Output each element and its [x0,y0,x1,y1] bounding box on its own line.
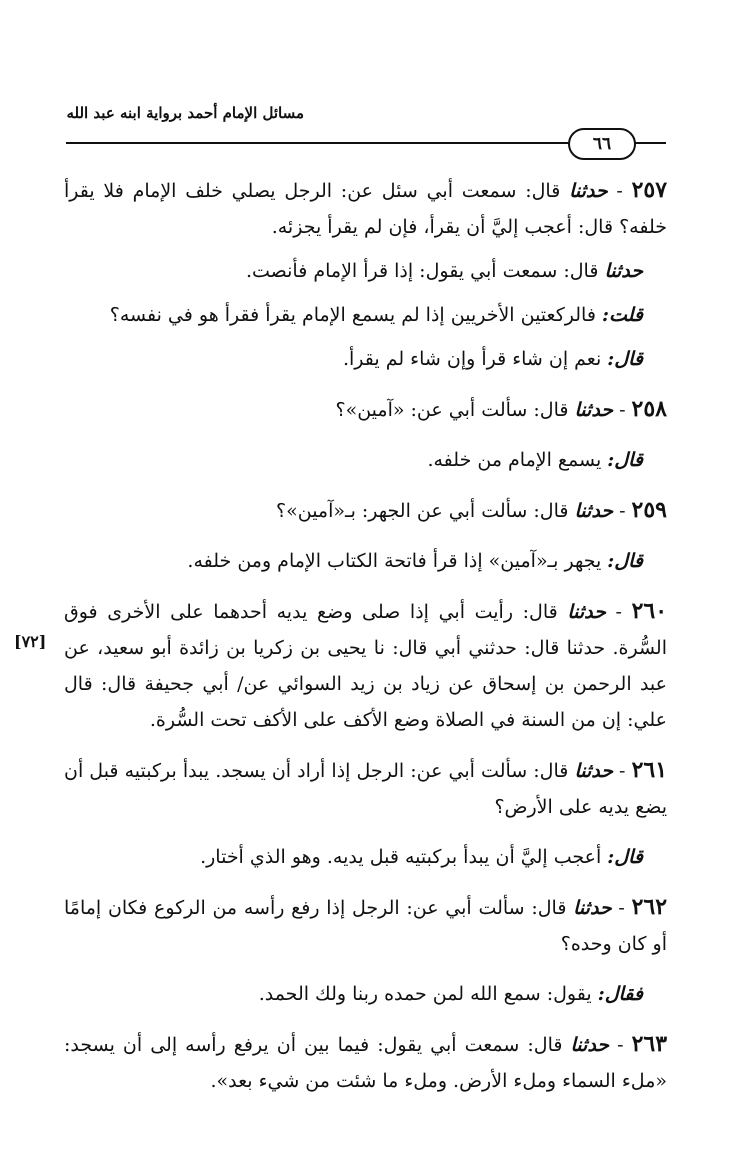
margin-page-reference: [٧٢] [14,632,47,651]
entry-keyword: قال: [607,449,643,471]
entry-number: ٢٦٢ [631,894,668,920]
entry-number: ٢٦٣ [631,1031,668,1057]
entry-text: أعجب إليَّ أن يبدأ بركبتيه قبل يديه. وهو الذي أختار. [200,846,608,868]
entry-257: ٢٥٧ - حدثنا قال: سمعت أبي سئل عن: الرجل يصلي خلف الإمام فلا يقرأ خلفه؟ قال: أعجب إليَّ أن يقرأ، فإن لم يقرأ يجزئه. [64,177,668,238]
entry-260: ٢٦٠ - حدثنا قال: رأيت أبي إذا صلى وضع يديه أحدهما على الأخرى فوق السُّرة. حدثنا قال: حدثني أبي قال: نا يحيى بن زكريا بن زائدة أبو سعيد، عن عبد الرحمن بن إسحاق عن زياد بن زيد السوائي عن/ أبي جحيفة قال: قال علي: إن من السنة في الصلاة وضع الأكف على الأكف تحت السُّرة. [64,598,668,731]
entry-number: ٢٥٩ [631,497,667,523]
entry-text: قال: رأيت أبي إذا صلى وضع يديه أحدهما على الأخرى فوق السُّرة. حدثنا قال: حدثني أبي قال: نا يحيى بن زكريا بن زائدة أبو سعيد، عن عبد الرحمن بن إسحاق عن زياد بن زيد السوائي عن/ أبي جحيفة قال: قال علي: إن من السنة في الصلاة وضع الأكف على الأكف تحت السُّرة. [64,601,667,731]
entry-text: يجهر بـ«آمين» إذا قرأ فاتحة الكتاب الإمام ومن خلفه. [187,550,608,572]
entry-258-b [64,442,667,478]
entry-261: ٢٦١ - حدثنا قال: سألت أبي عن: الرجل إذا أراد أن يسجد. يبدأ بركبتيه قبل أن يضع يديه على الأرض؟ [64,757,668,818]
entry-text: قال: سمعت أبي يقول: فيما بين أن يرفع رأسه إلى أن يسجد: «ملء السماء وملء الأرض. وملء ما شئت من شيء بعد». [64,1034,667,1092]
entry-257-b [64,253,667,289]
entry-262: ٢٦٢ - حدثنا قال: سألت أبي عن: الرجل إذا رفع رأسه من الركوع فكان إمامًا أو كان وحده؟ [64,894,668,955]
entry-text: قال: سمعت أبي يقول: إذا قرأ الإمام فأنصت. [245,260,605,282]
entry-number: ٢٦١ [631,757,668,783]
entry-keyword: حدثنا [604,260,643,282]
entry-258: ٢٥٨ - حدثنا قال: سألت أبي عن: «آمين»؟ [335,396,667,422]
entry-number: ٢٥٨ [631,396,667,422]
entry-number: ٢٦٠ [631,598,668,624]
entry-text: يسمع الإمام من خلفه. [427,449,608,471]
entry-keyword: حدثنا [573,897,612,919]
entry-263: ٢٦٣ - حدثنا قال: سمعت أبي يقول: فيما بين أن يرفع رأسه إلى أن يسجد: «ملء السماء وملء الأرض. وملء ما شئت من شيء بعد». [64,1031,668,1092]
entry-keyword: حدثنا [567,601,606,623]
entry-text: قال: سألت أبي عن الجهر: بـ«آمين»؟ [276,500,575,522]
entry-text: قال: سألت أبي عن: «آمين»؟ [335,399,575,421]
text-body [64,172,667,1107]
entry-number: ٢٥٧ [631,177,668,203]
entry-keyword: فقال: [597,983,643,1005]
running-title: مسائل الإمام أحمد برواية ابنه عبد الله [66,104,304,122]
entry-keyword: قال: [607,550,643,572]
entry-259-b [64,543,667,579]
entry-257-d [64,341,667,377]
entry-text: نعم إن شاء قرأ وإن شاء لم يقرأ. [342,348,608,370]
entry-259: ٢٥٩ - حدثنا قال: سألت أبي عن الجهر: بـ«آمين»؟ [276,497,667,523]
entry-keyword: حدثنا [569,180,608,202]
entry-keyword: قال: [607,348,643,370]
page-number: ٦٦ [568,128,636,160]
entry-text: قال: سألت أبي عن: الرجل إذا أراد أن يسجد. يبدأ بركبتيه قبل أن يضع يديه على الأرض؟ [64,760,667,818]
entry-keyword: قال: [607,846,643,868]
entry-text: قال: سمعت أبي سئل عن: الرجل يصلي خلف الإمام فلا يقرأ خلفه؟ قال: أعجب إليَّ أن يقرأ، فإن لم يقرأ يجزئه. [64,180,667,238]
entry-keyword: قلت: [601,304,643,326]
entry-262-b [64,976,667,1012]
entry-261-b [64,839,667,875]
entry-257-c [64,297,667,333]
entry-keyword: حدثنا [574,500,614,522]
entry-keyword: حدثنا [574,760,613,782]
entry-text: يقول: سمع الله لمن حمده ربنا ولك الحمد. [258,983,598,1005]
entry-keyword: حدثنا [570,1034,610,1056]
entry-text: قال: سألت أبي عن: الرجل إذا رفع رأسه من الركوع فكان إمامًا أو كان وحده؟ [64,897,667,955]
entry-keyword: حدثنا [574,399,614,421]
entry-text: فالركعتين الأخريين إذا لم يسمع الإمام يقرأ فقرأ هو في نفسه؟ [109,304,602,326]
